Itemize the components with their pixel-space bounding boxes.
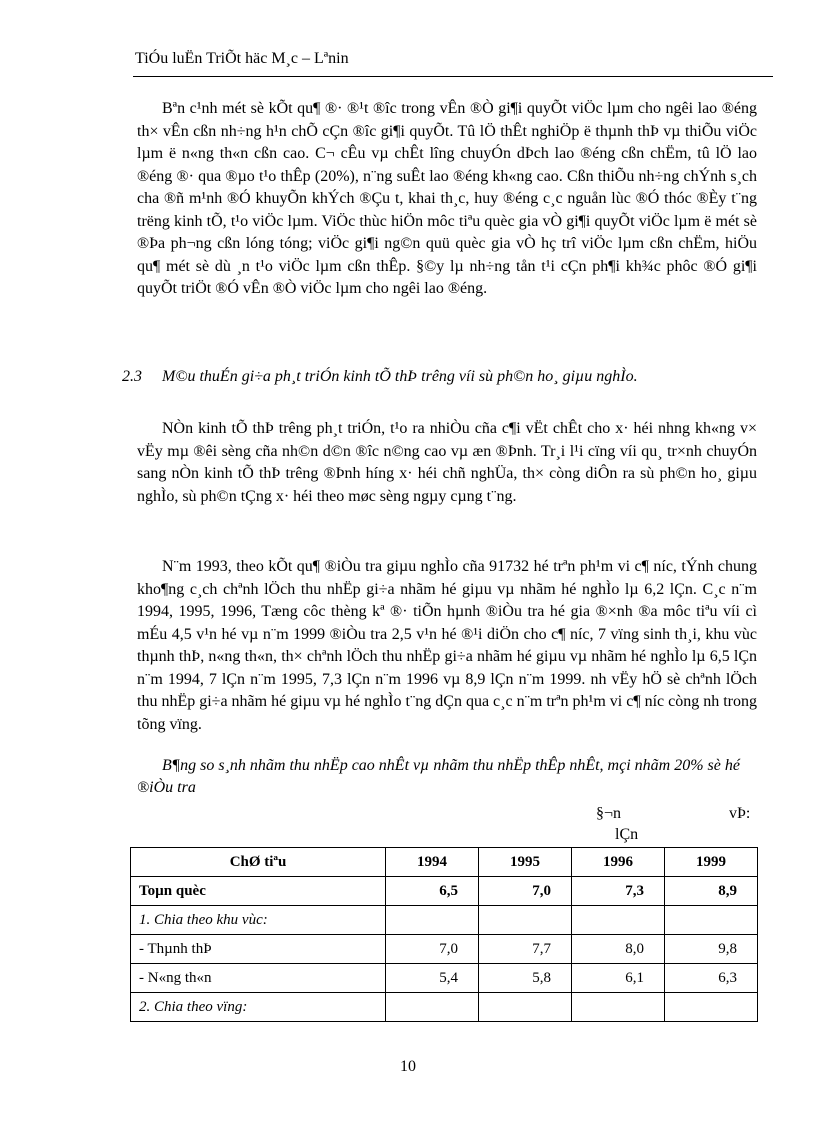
cell-1994: 6,5 <box>386 877 479 906</box>
section-heading <box>122 366 762 389</box>
cell-1995: 5,8 <box>479 964 572 993</box>
income-table <box>130 847 758 1022</box>
empty-cell <box>665 906 758 935</box>
table-row <box>131 906 758 935</box>
table-row <box>131 964 758 993</box>
empty-cell <box>572 993 665 1022</box>
row-label: 1. Chia theo khu vùc: <box>131 906 386 935</box>
unit-label-2: vÞ: <box>729 805 751 822</box>
header-1996: 1996 <box>572 848 665 877</box>
section-title: M©u thuÉn gi÷a ph¸t triÓn kinh tÕ thÞ trêng víi sù ph©n ho¸ giµu nghÌo. <box>162 368 638 385</box>
empty-cell <box>665 993 758 1022</box>
table-caption: B¶ng so s¸nh nhãm thu nhËp cao nhÊt vµ nhãm thu nhËp thÊp nhÊt, mçi nhãm 20% sè hé ®iÒu tra <box>137 757 740 796</box>
unit-label-1: §¬n <box>596 805 622 822</box>
table-row <box>131 935 758 964</box>
empty-cell <box>386 906 479 935</box>
header-title: TiÓu luËn TriÕt häc M¸c – Lªnin <box>135 50 349 67</box>
row-label: Toµn quèc <box>131 877 386 906</box>
cell-1999: 6,3 <box>665 964 758 993</box>
section-number: 2.3 <box>122 368 142 385</box>
empty-cell <box>572 906 665 935</box>
cell-1999: 9,8 <box>665 935 758 964</box>
unit-label-3: lÇn <box>615 826 639 843</box>
header-1994: 1994 <box>386 848 479 877</box>
empty-cell <box>386 993 479 1022</box>
page-number: 10 <box>400 1058 416 1075</box>
table-row <box>131 993 758 1022</box>
paragraph-2: NÒn kinh tÕ thÞ trêng ph¸t triÓn, t¹o ra nhiÒu cña c¶i vËt chÊt cho x· héi nhng kh«ng v× vËy mµ ®êi sèng cña nh©n d©n ®îc n©ng cao vµ æn ®Þnh. Tr¸i l¹i cïng víi qu¸ tr×nh chuyÓn sang nÒn kinh tÕ thÞ trêng ®Þnh híng x· héi chñ nghÜa, th× còng diÔn ra sù ph©n ho¸ giµu nghÌo, sù ph©n tÇng x· héi theo møc sèng ngµy cµng t¨ng. <box>137 420 757 505</box>
empty-cell <box>479 993 572 1022</box>
cell-1995: 7,7 <box>479 935 572 964</box>
cell-1994: 5,4 <box>386 964 479 993</box>
cell-1995: 7,0 <box>479 877 572 906</box>
row-label: - Thµnh thÞ <box>131 935 386 964</box>
row-label: 2. Chia theo vïng: <box>131 993 386 1022</box>
cell-1996: 7,3 <box>572 877 665 906</box>
paragraph-3: N¨m 1993, theo kÕt qu¶ ®iÒu tra giµu nghÌo cña 91732 hé trªn ph¹m vi c¶ níc, tÝnh chung kho¶ng c¸ch chªnh lÖch thu nhËp gi÷a nhãm hé giµu vµ nhãm hé nghÌo lµ 6,2 lÇn. C¸c n¨m 1994, 1995, 1996, Tæng côc thèng kª ®· tiÕn hµnh ®iÒu tra hé gia ®×nh ®a môc tiªu víi cì mÉu 4,5 v¹n hé vµ n¨m 1999 ®iÒu tra 2,5 v¹n hé ®¹i diÖn cho c¶ níc, 7 vïng sinh th¸i, khu vùc thµnh thÞ, n«ng th«n, th× chªnh lÖch thu nhËp gi÷a nhãm hé giµu vµ nhãm hé nghÌo lµ 6,5 lÇn n¨m 1994, 7 lÇn n¨m 1995, 7,3 lÇn n¨m 1996 vµ 8,9 lÇn n¨m 1999. nh vËy hÖ sè chªnh lÖch thu nhËp gi÷a nhãm hé giµu vµ hé nghÌo t¨ng dÇn qua c¸c n¨m trªn ph¹m vi c¶ níc còng nh trong tõng vïng. <box>137 558 758 733</box>
paragraph-1: Bªn c¹nh mét sè kÕt qu¶ ®· ®¹t ®îc trong vÊn ®Ò gi¶i quyÕt viÖc lµm cho ngêi lao ®éng th× vÊn cßn nh÷ng h¹n chÕ cÇn ®îc gi¶i quyÕt. Tû lÖ thÊt nghiÖp ë thµnh thÞ vµ thiÕu viÖc lµm ë n«ng th«n cßn cao. C¬ cÊu vµ chÊt lîng chuyÓn dÞch lao ®éng cßn chËm, tû lÖ lao ®éng ®· qua ®µo t¹o thÊp (20%), n¨ng suÊt lao ®éng kh«ng cao. Cßn thiÕu nh÷ng chÝnh s¸ch cha ®ñ m¹nh ®Ó khuyÕn khÝch ®Çu t, khai th¸c, huy ®éng c¸c nguån lùc ®Ó thóc ®Èy t¨ng trëng kinh tÕ, t¹o viÖc lµm. ViÖc thùc hiÖn môc tiªu quèc gia vÒ gi¶i quyÕt viÖc lµm ë mét sè ®Þa ph¬ng cßn lóng tóng; viÖc gi¶i ng©n quü quèc gia vÒ hç trî viÖc lµm cßn chËm, hiÖu qu¶ mét sè dù ¸n t¹o viÖc lµm cßn thÊp. §©y lµ nh÷ng tån t¹i cÇn ph¶i kh¾c phôc ®Ó gi¶i quyÕt triÖt ®Ó vÊn ®Ò viÖc lµm cho ngêi lao ®éng. <box>137 100 757 297</box>
cell-1999: 8,9 <box>665 877 758 906</box>
row-label: - N«ng th«n <box>131 964 386 993</box>
header-1995: 1995 <box>479 848 572 877</box>
header-label: ChØ tiªu <box>131 848 386 877</box>
header-1999: 1999 <box>665 848 758 877</box>
cell-1996: 8,0 <box>572 935 665 964</box>
table-header-row <box>131 848 758 877</box>
cell-1994: 7,0 <box>386 935 479 964</box>
empty-cell <box>479 906 572 935</box>
table-row <box>131 877 758 906</box>
page-header <box>133 50 773 77</box>
cell-1996: 6,1 <box>572 964 665 993</box>
